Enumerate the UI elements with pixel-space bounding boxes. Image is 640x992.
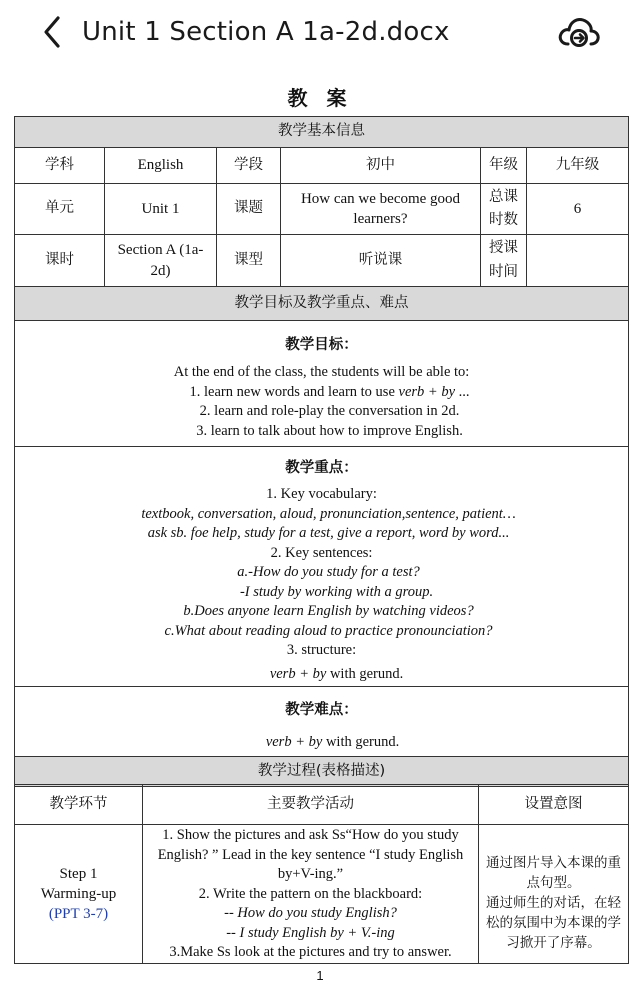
- step-cell: [15, 825, 143, 964]
- lesson-plan-title: 教 案: [287, 86, 353, 110]
- lesson-type-value: 听说课: [281, 235, 481, 287]
- activity-3: -- How do you study English?: [224, 905, 397, 921]
- key-vocab-title: 1. Key vocabulary:: [266, 486, 377, 503]
- difficulties-cell: [15, 687, 629, 757]
- key-sentence-a1: a.-How do you study for a test?: [237, 564, 420, 581]
- stage-label: 学段: [217, 148, 281, 184]
- activity-cell: [143, 825, 479, 964]
- topic-value: How can we become good learners?: [281, 184, 481, 235]
- class-time-value: [527, 235, 629, 287]
- process-table: [14, 784, 629, 964]
- grade-value: 九年级: [527, 148, 629, 184]
- difficulties-title: 教学难点：: [285, 701, 358, 718]
- class-time-label: 授课时间: [481, 235, 527, 287]
- step-phase: Warming-up: [40, 885, 117, 902]
- objectives-cell: [15, 321, 629, 447]
- objective-item-2: 2. learn and role-play the conversation in 2d.: [199, 403, 460, 420]
- process-col-intent: 设置意图: [479, 785, 629, 825]
- key-sentence-c: c.What about reading aloud to practice pronounciation?: [164, 622, 493, 639]
- page-number: 1: [316, 968, 324, 983]
- total-periods-value: 6: [527, 184, 629, 235]
- unit-label: 单元: [15, 184, 105, 235]
- grade-label: 年级: [481, 148, 527, 184]
- activity-1: 1. Show the pictures and ask Ss“How do you study English? ” Lead in the key sentence “I study English by+V-ing.”: [157, 827, 464, 882]
- activity-4: -- I study English by + V.-ing: [226, 924, 395, 941]
- key-vocab-line-2: ask sb. foe help, study for a test, give a report, word by word...: [147, 525, 510, 542]
- objective-item-1-ellipsis: ...: [455, 383, 470, 400]
- key-vocab-line-1: textbook, conversation, aloud, pronunciation,sentence, patient…: [141, 505, 516, 522]
- step-name: Step 1: [59, 865, 98, 882]
- key-points-title: 教学重点：: [285, 459, 358, 476]
- lesson-plan-table: [14, 116, 629, 787]
- difficulties-suffix: with gerund.: [322, 733, 400, 750]
- objectives-heading: 教学目标及教学重点、难点: [15, 287, 629, 321]
- difficulties-formula: verb + by: [265, 733, 323, 750]
- top-bar: [0, 0, 640, 64]
- intent-cell: [479, 825, 629, 964]
- structure-title: 3. structure:: [286, 642, 357, 659]
- objectives-title: 教学目标：: [285, 336, 358, 353]
- topic-label: 课题: [217, 184, 281, 235]
- process-heading: 教学过程(表格描述): [15, 757, 629, 787]
- basic-info-heading: 教学基本信息: [15, 117, 629, 148]
- unit-value: Unit 1: [105, 184, 217, 235]
- key-points-cell: [15, 447, 629, 687]
- objectives-intro: At the end of the class, the students will be able to:: [173, 364, 470, 381]
- intent-1: 通过图片导入本课的重点句型。: [486, 854, 621, 891]
- step-ppt-reference: (PPT 3-7): [48, 905, 109, 922]
- structure-line: [21, 665, 622, 685]
- objective-item-1: [21, 383, 622, 403]
- stage-value: 初中: [281, 148, 481, 184]
- structure-formula: verb + by: [269, 665, 327, 682]
- activity-5: 3.Make Ss look at the pictures and try to answer.: [169, 944, 452, 960]
- intent-2: 通过师生的对话，在轻松的氛围中为本课的学习掀开了序幕。: [486, 894, 621, 951]
- objective-item-1-formula: verb + by: [398, 383, 456, 400]
- process-col-step: 教学环节: [15, 785, 143, 825]
- back-arrow-icon[interactable]: [38, 14, 70, 50]
- document-title: Unit 1 Section A 1a-2d.docx: [82, 17, 450, 47]
- subject-label: 学科: [15, 148, 105, 184]
- activity-2: 2. Write the pattern on the blackboard:: [198, 885, 423, 902]
- difficulties-line: [21, 733, 622, 753]
- key-sentences-title: 2. Key sentences:: [270, 544, 373, 561]
- objective-item-3: 3. learn to talk about how to improve English.: [196, 422, 463, 439]
- lesson-type-label: 课型: [217, 235, 281, 287]
- structure-suffix: with gerund.: [326, 665, 404, 682]
- total-periods-label: 总课时数: [481, 184, 527, 235]
- period-label: 课时: [15, 235, 105, 287]
- process-col-activity: 主要教学活动: [143, 785, 479, 825]
- objective-item-1-text: 1. learn new words and learn to use: [189, 383, 399, 400]
- cloud-upload-icon[interactable]: [556, 12, 602, 52]
- subject-value: English: [105, 148, 217, 184]
- key-sentence-a2: -I study by working with a group.: [239, 583, 434, 600]
- period-value: Section A (1a-2d): [105, 235, 217, 287]
- key-sentence-b: b.Does anyone learn English by watching videos?: [183, 603, 474, 620]
